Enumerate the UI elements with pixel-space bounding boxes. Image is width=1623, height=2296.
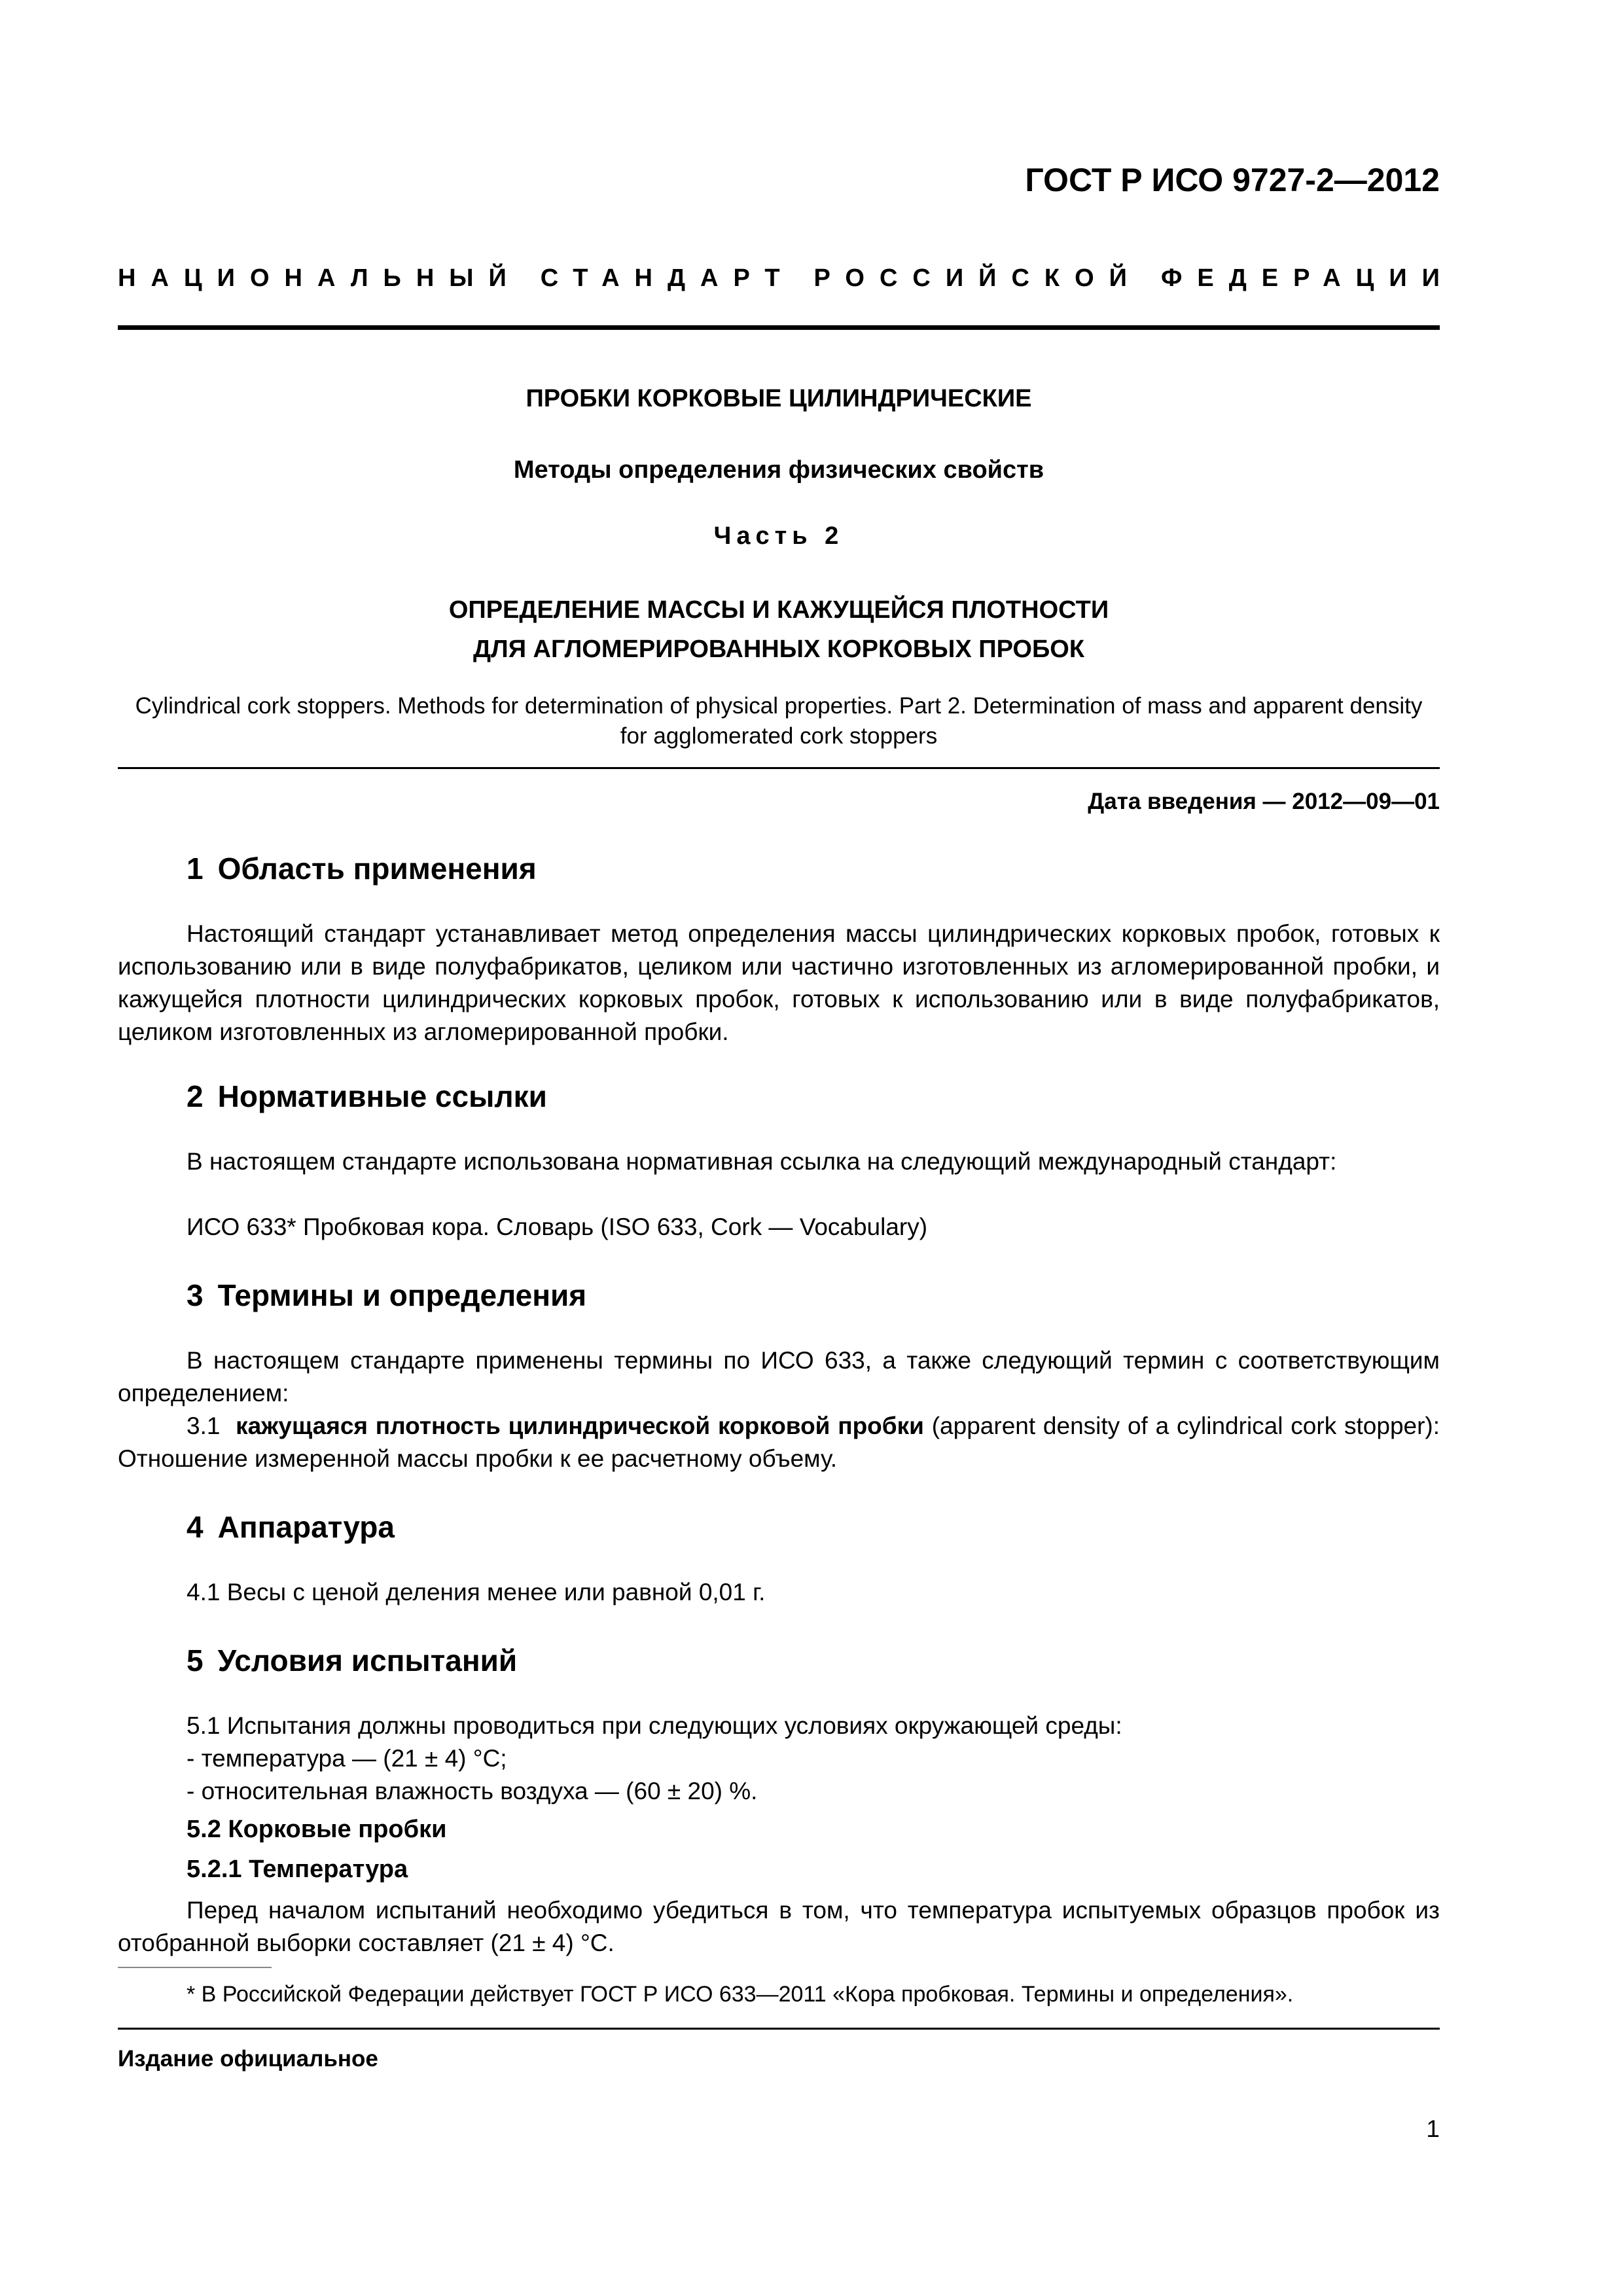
footer-rule	[118, 2028, 1440, 2030]
heading-word: СТАНДАРТ	[540, 264, 795, 292]
heading-word: РОССИЙСКОЙ	[813, 264, 1142, 292]
section-title: Нормативные ссылки	[217, 1079, 547, 1113]
page-number: 1	[1426, 2115, 1440, 2142]
section-title: Условия испытаний	[217, 1643, 518, 1677]
subsection-text	[118, 1894, 1440, 1960]
english-title: Cylindrical cork stoppers. Methods for determination of physical properties. Part 2. Determination of mass and apparent density for agglomerated cork stoppers	[135, 693, 1423, 749]
header-rule	[118, 325, 1440, 330]
footnote-rule	[118, 1967, 272, 1968]
doc-subtitle: Методы определения физических свойств	[513, 456, 1044, 484]
national-standard-heading	[118, 264, 1455, 293]
subsection-heading: 5.2.1 Температура	[187, 1856, 408, 1883]
doc-number: ГОСТ Р ИСО 9727-2—2012	[1025, 162, 1440, 198]
section-4-heading	[187, 1509, 395, 1545]
heading-word: НАЦИОНАЛЬНЫЙ	[118, 264, 522, 292]
term-text: (apparent density of a cylindrical cork stopper): Отношение измеренной массы пробки к ее расчетному объему.	[118, 1412, 1440, 1472]
list-item: - относительная влажность воздуха — (60 ± 20) %.	[187, 1778, 758, 1804]
section-number: 1	[187, 852, 204, 886]
paragraph-text: Настоящий стандарт устанавливает метод определения массы цилиндрических корковых пробок, готовых к использованию или в виде полуфабрикатов, целиком или частично изготовленных из агломерированной пробки, и кажущейся плотности цилиндрических корковых пробок, готовых к использованию или в виде полуфабрикатов, целиком изготовленных из агломерированной пробки.	[118, 920, 1440, 1045]
normative-reference: ИСО 633* Пробковая кора. Словарь (ISO 633, Cork — Vocabulary)	[187, 1213, 928, 1240]
section-title: Область применения	[217, 852, 537, 886]
section-2-heading	[187, 1079, 547, 1114]
title-rule	[118, 767, 1440, 769]
section-number: 4	[187, 1510, 204, 1544]
list-item: - температура — (21 ± 4) °С;	[187, 1745, 507, 1772]
part-title-line: ОПРЕДЕЛЕНИЕ МАССЫ И КАЖУЩЕЙСЯ ПЛОТНОСТИ	[448, 596, 1109, 624]
doc-title: ПРОБКИ КОРКОВЫЕ ЦИЛИНДРИЧЕСКИЕ	[526, 385, 1032, 412]
section-5-heading	[187, 1643, 517, 1678]
section-number: 2	[187, 1079, 204, 1113]
paragraph-text: Перед началом испытаний необходимо убедиться в том, что температура испытуемых образцов пробок из отобранной выборки составляет (21 ± 4) °С.	[118, 1897, 1440, 1956]
official-edition: Издание официальное	[118, 2046, 378, 2072]
section-number: 3	[187, 1278, 204, 1312]
section-3-text	[118, 1344, 1440, 1410]
section-1-heading	[187, 851, 537, 886]
heading-word: ФЕДЕРАЦИИ	[1160, 264, 1455, 292]
part-title-line: ДЛЯ АГЛОМЕРИРОВАННЫХ КОРКОВЫХ ПРОБОК	[473, 636, 1085, 663]
section-3-heading	[187, 1278, 586, 1313]
term-name: кажущаяся плотность цилиндрической корковой пробки	[236, 1412, 924, 1439]
term-number: 3.1	[187, 1412, 221, 1439]
term-definition	[118, 1410, 1440, 1475]
paragraph-text: В настоящем стандарте применены термины по ИСО 633, а также следующий термин с соответствующим определением:	[118, 1347, 1440, 1407]
section-5-item: 5.1 Испытания должны проводиться при следующих условиях окружающей среды:	[187, 1712, 1122, 1739]
footnote: * В Российской Федерации действует ГОСТ Р ИСО 633—2011 «Кора пробковая. Термины и определения».	[187, 1982, 1294, 2007]
section-4-item: 4.1 Весы с ценой деления менее или равной 0,01 г.	[187, 1579, 766, 1605]
subsection-heading: 5.2 Корковые пробки	[187, 1816, 447, 1843]
section-title: Термины и определения	[217, 1278, 587, 1312]
section-2-text	[118, 1145, 1440, 1178]
section-1-text	[118, 918, 1440, 1049]
paragraph-text: В настоящем стандарте использована нормативная ссылка на следующий международный стандарт:	[187, 1148, 1337, 1175]
document-page	[118, 0, 1455, 2296]
section-title: Аппаратура	[217, 1510, 395, 1544]
part-title	[118, 590, 1440, 669]
intro-date: Дата введения — 2012—09—01	[1088, 789, 1440, 814]
doc-part: Часть 2	[713, 522, 844, 550]
section-number: 5	[187, 1643, 204, 1677]
